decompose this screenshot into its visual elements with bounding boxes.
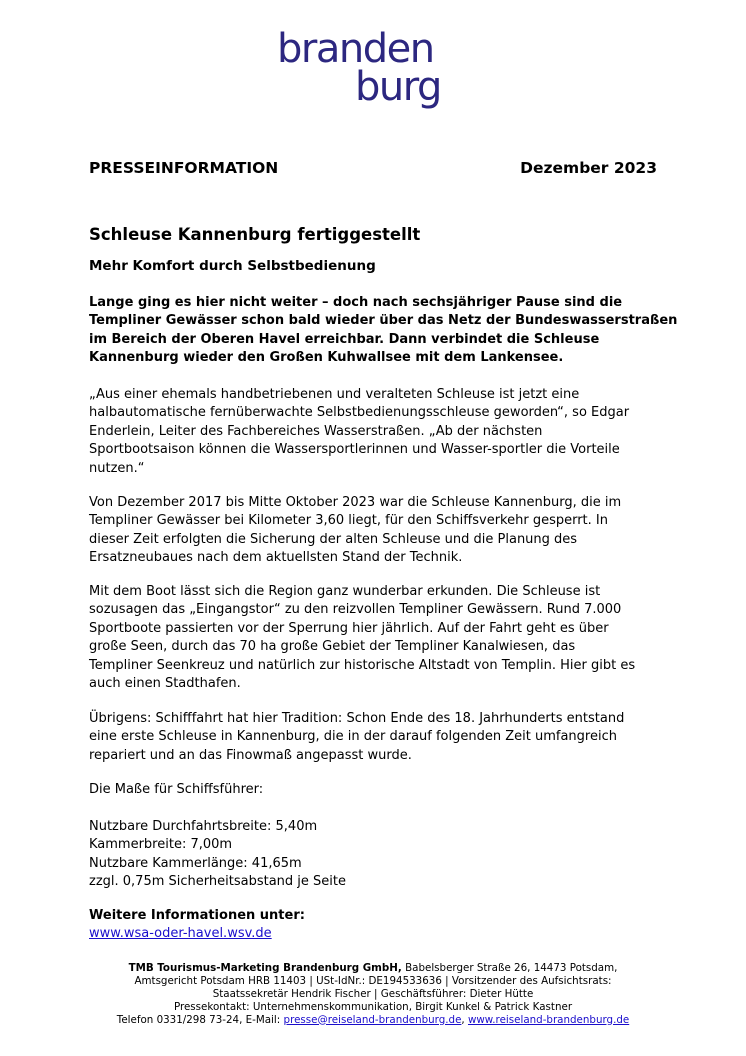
page-title: Schleuse Kannenburg fertiggestellt: [89, 225, 421, 244]
text-line: Templiner Gewässer bei Kilometer 3,60 liegt, für den Schiffsverkehr gesperrt. In: [89, 513, 608, 529]
footer-email-link[interactable]: presse@reiseland-brandenburg.de: [283, 1013, 462, 1026]
text-line: im Bereich der Oberen Havel erreichbar. Dann verbindet die Schleuse: [89, 331, 600, 347]
measures-intro: [89, 781, 664, 799]
text-line: nutzen.“: [89, 460, 145, 476]
lead-paragraph: [89, 294, 678, 368]
measure-item: Nutzbare Kammerlänge: 41,65m: [89, 855, 302, 871]
text-line: repariert und an das Finowmaß angepasst wurde.: [89, 747, 412, 763]
text-line: Mit dem Boot lässt sich die Region ganz wunderbar erkunden. Die Schleuse ist: [89, 584, 601, 599]
tradition-paragraph: [89, 710, 664, 765]
footer-line-3: Staatssekretär Hendrik Fischer | Geschäftsführer: Dieter Hütte: [212, 987, 534, 1000]
text-line: Sportboote passierten vor der Sperrung hier jährlich. Auf der Fahrt geht es über: [89, 620, 609, 636]
text-line: „Aus einer ehemals handbetriebenen und veralteten Schleuse ist jetzt eine: [89, 387, 580, 402]
more-info: [89, 907, 305, 943]
measures-list: [89, 818, 664, 892]
text-line: Kannenburg wieder den Großen Kuhwallsee mit dem Lankensee.: [89, 350, 564, 366]
more-info-label: Weitere Informationen unter:: [89, 908, 305, 923]
text-line: Lange ging es hier nicht weiter – doch nach sechsjähriger Pause sind die: [89, 295, 623, 310]
text-line: auch einen Stadthafen.: [89, 676, 241, 692]
text-line: dieser Zeit erfolgten die Sicherung der alten Schleuse und die Planung des: [89, 531, 578, 547]
footer-line-1: [80, 962, 666, 975]
footer-line-5: [80, 1014, 666, 1027]
footer-company: TMB Tourismus-Marketing Brandenburg GmbH,: [128, 962, 402, 974]
text-line: Ersatzneubaues nach dem aktuellsten Stand der Technik.: [89, 550, 463, 566]
document-type: PRESSEINFORMATION: [89, 159, 279, 177]
quote-paragraph: [89, 386, 664, 478]
text-line: Templiner Seenkreuz und natürlich zur historische Altstadt von Templin. Hier gibt es: [89, 657, 636, 673]
text-line: Enderlein, Leiter des Fachbereiches Wasserstraßen. „Ab der nächsten: [89, 423, 543, 439]
measure-item: Nutzbare Durchfahrtsbreite: 5,40m: [89, 819, 318, 834]
history-paragraph: [89, 494, 664, 568]
text-line: halbautomatische fernüberwachte Selbstbedienungsschleuse geworden“, so Edgar: [89, 405, 630, 421]
document-date: Dezember 2023: [520, 159, 657, 177]
logo-line-1: branden: [277, 26, 434, 72]
footer: [80, 962, 666, 1027]
text-line: große Seen, durch das 70 ha große Gebiet der Templiner Kanalwiesen, das: [89, 639, 576, 655]
text-line: Von Dezember 2017 bis Mitte Oktober 2023 war die Schleuse Kannenburg, die im: [89, 495, 622, 510]
text-line: Übrigens: Schifffahrt hat hier Tradition: Schon Ende des 18. Jahrhunderts entstand: [89, 711, 625, 726]
text-line: eine erste Schleuse in Kannenburg, die in der darauf folgenden Zeit umfangreich: [89, 729, 617, 745]
more-info-link[interactable]: www.wsa-oder-havel.wsv.de: [89, 926, 272, 941]
text-line: Sportbootsaison können die Wassersportlerinnen und Wasser-sportler die Vorteile: [89, 442, 620, 458]
footer-address: Babelsberger Straße 26, 14473 Potsdam,: [401, 962, 618, 974]
footer-phone: Telefon 0331/298 73-24, E-Mail:: [116, 1013, 284, 1026]
footer-separator: ,: [461, 1013, 468, 1026]
page-subtitle: Mehr Komfort durch Selbstbedienung: [89, 258, 376, 274]
region-paragraph: [89, 583, 664, 693]
footer-line-4: Pressekontakt: Unternehmenskommunikation, Birgit Kunkel & Patrick Kastner: [173, 1000, 573, 1013]
document-header: [89, 159, 657, 179]
text-line: sozusagen das „Eingangstor“ zu den reizvollen Templiner Gewässern. Rund 7.000: [89, 602, 622, 618]
footer-web-link[interactable]: www.reiseland-brandenburg.de: [467, 1013, 630, 1026]
footer-line-2: Amtsgericht Potsdam HRB 11403 | USt-IdNr.: DE194533636 | Vorsitzender des Aufsichtsrats:: [134, 974, 612, 987]
text-line: Templiner Gewässer schon bald wieder über das Netz der Bundeswasserstraßen: [89, 313, 678, 329]
logo-line-2: burg: [355, 64, 441, 110]
measure-item: Kammerbreite: 7,00m: [89, 837, 233, 853]
measure-item: zzgl. 0,75m Sicherheitsabstand je Seite: [89, 874, 346, 890]
brandenburg-logo: [277, 26, 467, 120]
text-line: Die Maße für Schiffsführer:: [89, 782, 264, 797]
